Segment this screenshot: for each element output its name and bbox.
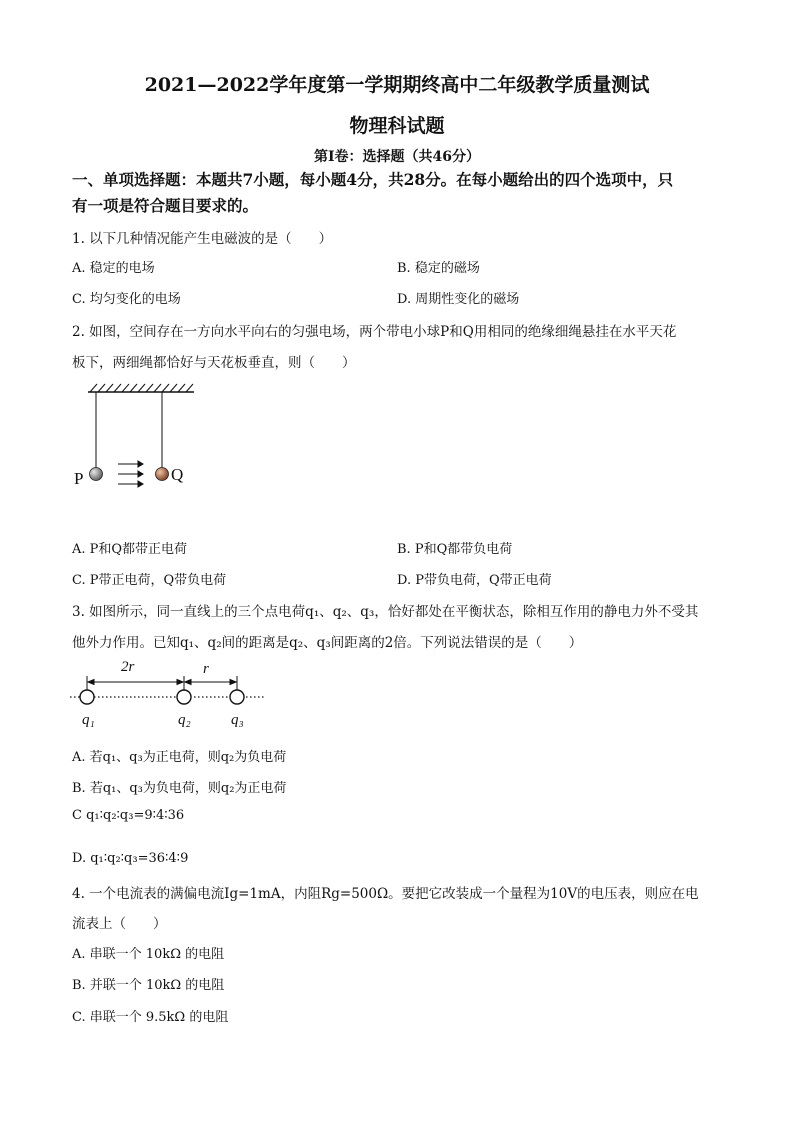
q3-option-b: B. 若q₁、q₃为负电荷，则q₂为正电荷	[72, 781, 287, 796]
dimension-r-arrow	[185, 680, 236, 685]
exam-subtitle: 物理科试题	[349, 115, 445, 137]
q3-stem-line2: 他外力作用。已知q₁、q₂间的距离是q₂、q₃间距离的2倍。下列说法错误的是（ ）	[72, 635, 583, 651]
label-p: P	[74, 469, 84, 488]
q3-option-d: D. q₁∶q₂∶q₃=36∶4∶9	[72, 851, 189, 866]
charge-q3	[230, 690, 244, 704]
q2-stem-line2: 板下，两细绳都恰好与天花板垂直，则（ ）	[72, 355, 356, 371]
label-q: Q	[171, 465, 184, 484]
q1-option-c: C. 均匀变化的电场	[72, 292, 181, 307]
charge-q1	[80, 690, 94, 704]
q3-stem-line1: 3. 如图所示，同一直线上的三个点电荷q₁、q₂、q₃，恰好都处在平衡状态，除相互作用的静电力外不受其	[72, 604, 699, 620]
ceiling	[88, 384, 194, 392]
q4-stem-line2: 流表上（ ）	[72, 916, 167, 932]
ball-q	[156, 468, 169, 481]
q1-option-b: B. 稳定的磁场	[397, 261, 480, 276]
q4-stem-line1: 4. 一个电流表的满偏电流Ig=1mA，内阻Rg=500Ω。要把它改装成一个量程为10V的电压表，则应在电	[72, 886, 699, 902]
label-q3: q₃	[231, 712, 244, 728]
part-heading: 第Ⅰ卷：选择题（共46分）	[313, 149, 481, 165]
q2-figure	[70, 378, 210, 498]
section-heading-line2: 有一项是符合题目要求的。	[72, 196, 259, 215]
q2-option-c: C. P带正电荷，Q带负电荷	[72, 573, 227, 588]
q2-option-d: D. P带负电荷，Q带正电荷	[397, 573, 552, 588]
q1-option-a: A. 稳定的电场	[72, 261, 155, 276]
charge-q2	[177, 690, 191, 704]
q1-option-d: D. 周期性变化的磁场	[397, 292, 520, 307]
q3-figure	[70, 660, 270, 720]
q4-option-c: C. 串联一个 9.5kΩ 的电阻	[72, 1010, 229, 1025]
label-q2: q₂	[178, 712, 191, 728]
dimension-2r-arrow	[88, 680, 183, 685]
q2-option-a: A. P和Q都带正电荷	[72, 542, 188, 557]
q1-stem: 1. 以下几种情况能产生电磁波的是（ ）	[72, 231, 333, 247]
q2-stem-line1: 2. 如图，空间存在一方向水平向右的匀强电场，两个带电小球P和Q用相同的绝缘细绳悬挂在水平天花	[72, 324, 677, 340]
exam-title: 2021—2022学年度第一学期期终高中二年级教学质量测试	[144, 74, 650, 96]
section-heading-line1: 一、单项选择题：本题共7小题，每小题4分，共28分。在每小题给出的四个选项中，只	[72, 170, 674, 189]
q4-option-b: B. 并联一个 10kΩ 的电阻	[72, 978, 225, 993]
q3-option-c: C q₁∶q₂∶q₃=9∶4∶36	[72, 808, 185, 823]
label-q1: q₁	[82, 712, 95, 728]
field-arrows	[118, 461, 143, 487]
q4-option-a: A. 串联一个 10kΩ 的电阻	[72, 947, 225, 962]
label-2r: 2r	[121, 659, 135, 675]
q3-option-a: A. 若q₁、q₃为正电荷，则q₂为负电荷	[72, 750, 287, 765]
q2-option-b: B. P和Q都带负电荷	[397, 542, 513, 557]
ball-p	[90, 468, 103, 481]
label-r: r	[203, 661, 209, 677]
